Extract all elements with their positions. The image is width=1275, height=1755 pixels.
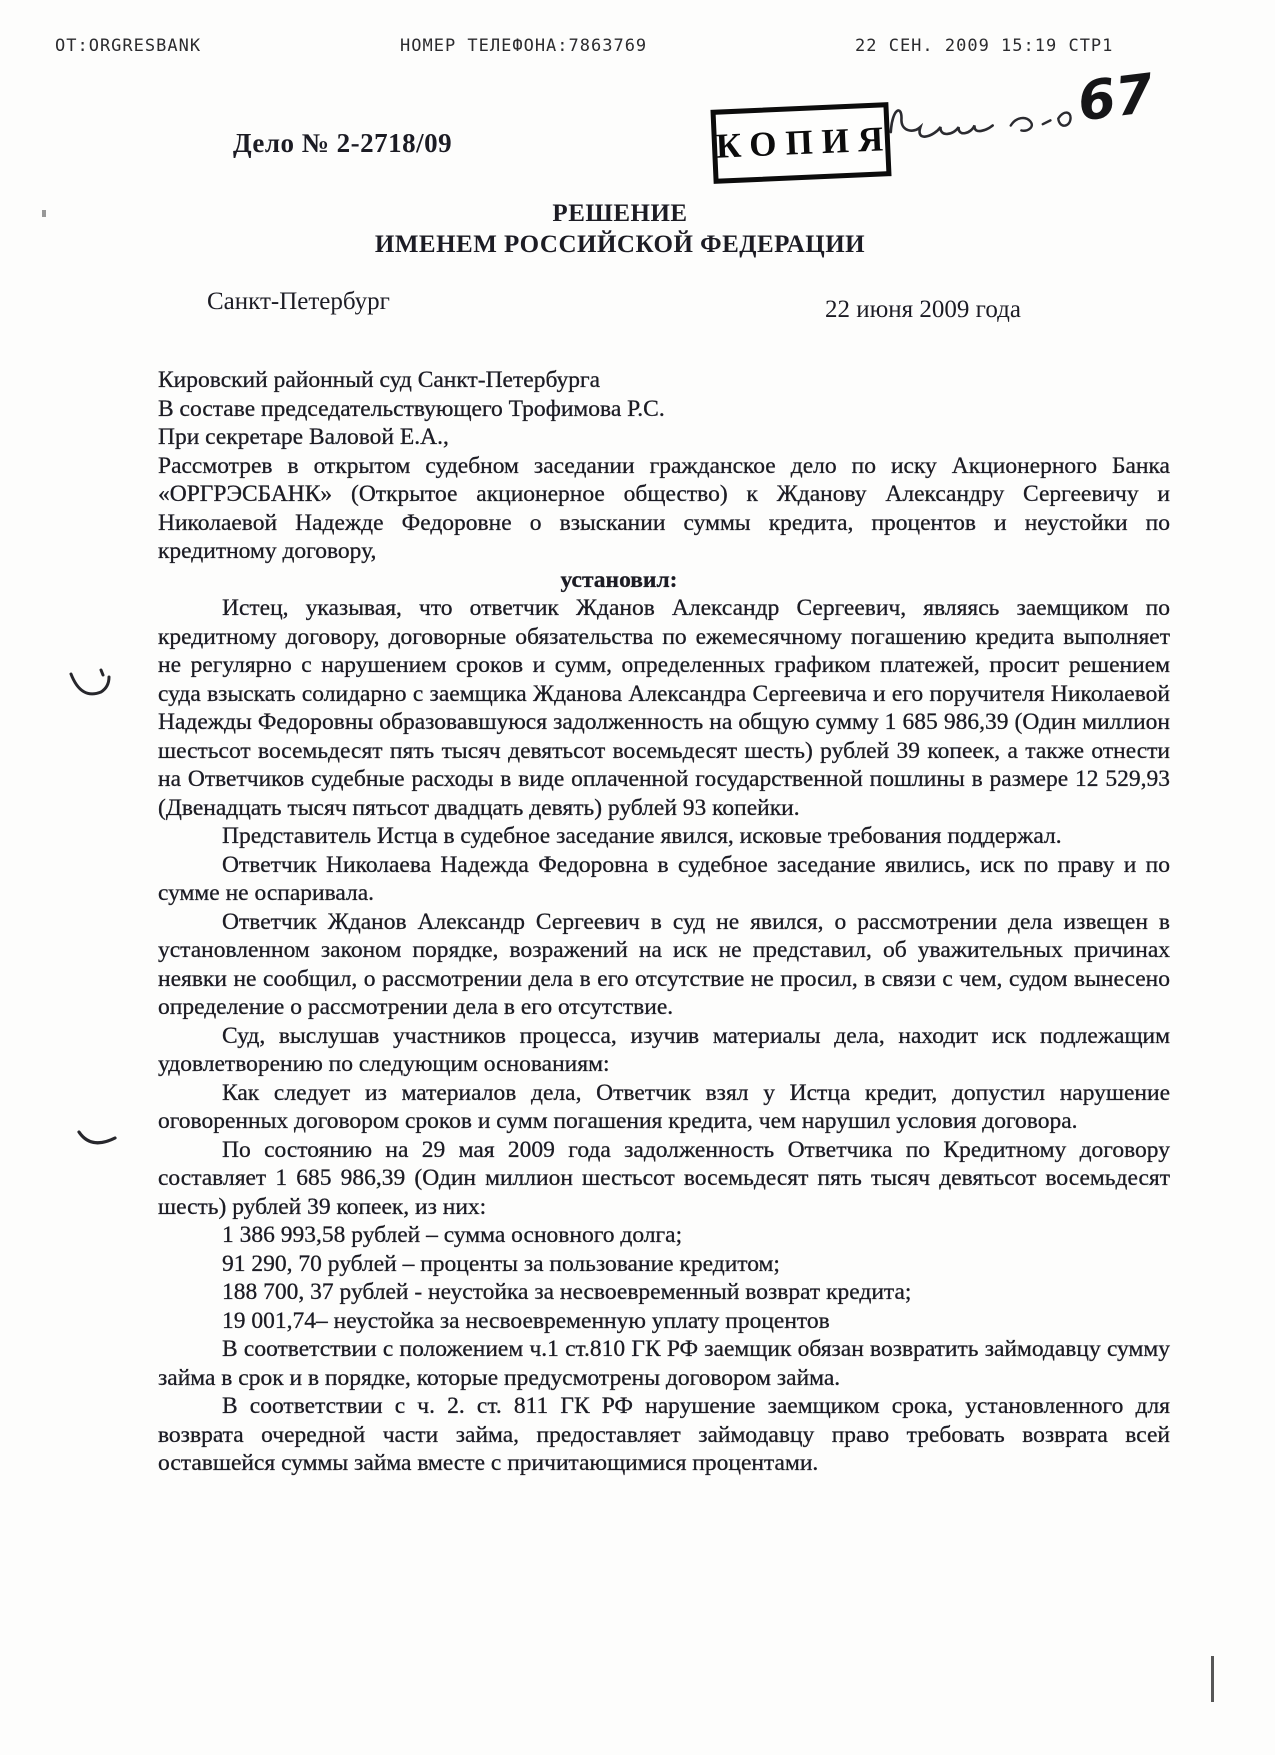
- scan-dot-artifact: [42, 210, 46, 217]
- debt-item-interest: 91 290, 70 рублей – проценты за пользование кредитом;: [222, 1250, 780, 1277]
- fax-sender: ОТ:ORGRESBANK: [55, 36, 202, 56]
- fax-phone-number: НОМЕР ТЕЛЕФОНА:7863769: [400, 36, 648, 56]
- body-paragraph: Ответчик Жданов Александр Сергеевич в суд не явился, о рассмотрении дела извещен в установленном законом порядке, возражений на иск не представил, об уважительных причинах неявки не сообщил, о рассмотрении дела в его отсутствие не просил, в связи с чем, судом вынесено определение о рассмотрении дела в его отсутствие.: [158, 908, 1170, 1020]
- handwritten-note-scribble: [879, 77, 1094, 162]
- debt-item-principal: 1 386 993,58 рублей – сумма основного долга;: [222, 1222, 683, 1248]
- body-paragraph: Ответчик Николаева Надежда Федоровна в судебное заседание явились, иск по праву и по сумме не оспаривала.: [158, 851, 1170, 906]
- intro-block: [158, 366, 1170, 566]
- document-body: [158, 366, 1170, 1478]
- title-line2: ИМЕНЕМ РОССИЙСКОЙ ФЕДЕРАЦИИ: [374, 231, 866, 258]
- debt-item-penalty-interest: 19 001,74– неустойка за несвоевременную уплату процентов: [222, 1307, 830, 1334]
- body-paragraph: Представитель Истца в судебное заседание явился, исковые требования поддержал.: [222, 823, 1062, 849]
- decision-date: 22 июня 2009 года: [825, 296, 1021, 323]
- body-paragraph: В соответствии с ч. 2. ст. 811 ГК РФ нарушение заемщиком срока, установленного для возврата очередной части займа, предоставляет займодавцу право требовать возврата всей оставшейся суммы займа вместе с причитающимися процентами.: [158, 1393, 1170, 1476]
- margin-pen-mark: [68, 666, 114, 711]
- court-name: Кировский районный суд Санкт-Петербурга: [158, 367, 601, 393]
- city-label: Санкт-Петербург: [207, 288, 390, 315]
- copy-stamp-label: КОПИЯ: [714, 119, 893, 166]
- presiding-judge-line: В составе председательствующего Трофимова Р.С.: [158, 395, 665, 422]
- body-paragraph: Истец, указывая, что ответчик Жданов Александр Сергеевич, являясь заемщиком по кредитному договору, договорные обязательства по ежемесячному погашению кредита выполняет не регулярно с нарушением сроков и сумм, определенных графиком платежей, просит решением суда взыскать солидарно с заемщика Жданова Александра Сергеевича и его поручителя Николаевой Надежды Федоровны образовавшуюся задолженность на общую сумму 1 685 986,39 (Один миллион шестьсот восемьдесят пять тысяч девятьсот восемьдесят шесть) рублей 39 копеек, а также отнести на Ответчиков судебные расходы в виде оплаченной государственной пошлины в размере 12 529,93 (Двенадцать тысяч пятьсот двадцать девять) рублей 93 копейки.: [158, 595, 1170, 821]
- document-title: [0, 198, 1240, 260]
- body-paragraph: В соответствии с положением ч.1 ст.810 ГК РФ заемщик обязан возвратить займодавцу сумму займа в срок и в порядке, которые предусмотрены договором займа.: [158, 1336, 1170, 1391]
- title-line1: РЕШЕНИЕ: [552, 200, 688, 227]
- case-number: Дело № 2-2718/09: [233, 128, 453, 158]
- handwritten-page-number: 67: [1074, 61, 1157, 134]
- debt-item-penalty-credit: 188 700, 37 рублей - неустойка за несвоевременный возврат кредита;: [222, 1279, 912, 1305]
- fax-datetime-page: 22 СЕН. 2009 15:19 СТР1: [855, 36, 1114, 56]
- case-review-paragraph: Рассмотрев в открытом судебном заседании гражданское дело по иску Акционерного Банка «ОРГРЭСБАНК» (Открытое акционерное общество) к Жданову Александру Сергеевичу и Николаевой Надежде Федоровне о взыскании суммы кредита, процентов и неустойки по кредитному договору,: [158, 452, 1170, 564]
- scan-edge-artifact: [1211, 1656, 1214, 1702]
- body-paragraph: Суд, выслушав участников процесса, изучив материалы дела, находит иск подлежащим удовлетворению по следующим основаниям:: [158, 1022, 1170, 1077]
- secretary-line: При секретаре Валовой Е.А.,: [158, 424, 449, 450]
- ustanovil-heading: установил:: [560, 566, 678, 593]
- margin-pen-mark: [76, 1124, 118, 1159]
- copy-stamp: [710, 102, 891, 184]
- body-paragraph: Как следует из материалов дела, Ответчик взял у Истца кредит, допустил нарушение оговоренных договором сроков и сумм погашения кредита, чем нарушил условия договора.: [158, 1079, 1170, 1134]
- body-paragraph: По состоянию на 29 мая 2009 года задолженность Ответчика по Кредитному договору составляет 1 685 986,39 (Один миллион шестьсот восемьдесят пять тысяч девятьсот восемьдесят шесть) рублей 39 копеек, из них:: [158, 1136, 1170, 1220]
